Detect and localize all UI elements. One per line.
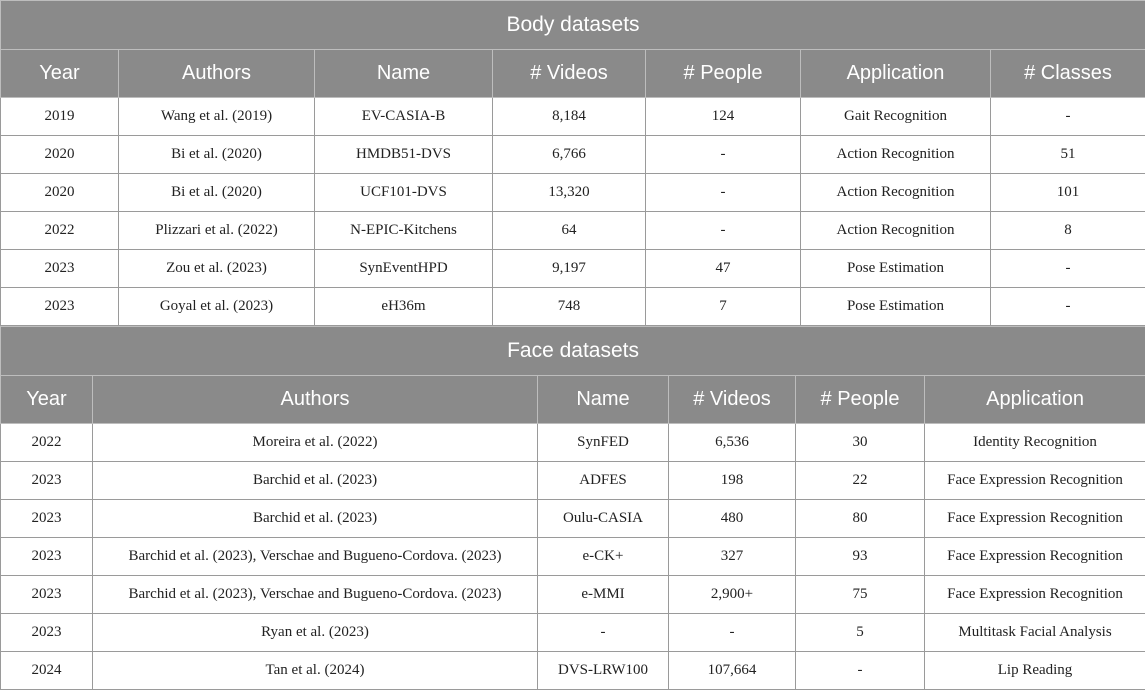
table-cell: 7 [646,288,801,326]
table-row [1,98,1145,136]
table-cell: Wang et al. (2019) [119,98,315,136]
table-cell: - [669,614,796,652]
table-cell: Moreira et al. (2022) [93,424,538,462]
table-cell: 327 [669,538,796,576]
table-cell: 2023 [1,500,93,538]
table-cell: 2023 [1,614,93,652]
table-cell: Tan et al. (2024) [93,652,538,690]
table-cell: 13,320 [493,174,646,212]
table-cell: 9,197 [493,250,646,288]
table-cell: Face Expression Recognition [925,538,1145,576]
column-header: # Videos [493,50,646,98]
table-cell: 2020 [1,136,119,174]
table-cell: SynEventHPD [315,250,493,288]
table-cell: 93 [796,538,925,576]
table-cell: 8 [991,212,1145,250]
column-header: Name [315,50,493,98]
table-cell: - [991,288,1145,326]
column-header: # Classes [991,50,1145,98]
table-cell: 480 [669,500,796,538]
table-cell: e-MMI [538,576,669,614]
face-datasets-table [0,326,1145,690]
table-cell: Zou et al. (2023) [119,250,315,288]
column-header: Year [1,50,119,98]
table-cell: Goyal et al. (2023) [119,288,315,326]
table-cell: Multitask Facial Analysis [925,614,1145,652]
table-cell: Face Expression Recognition [925,500,1145,538]
table-cell: - [646,136,801,174]
column-header: Name [538,376,669,424]
table-row [1,652,1145,690]
table-cell: 2023 [1,576,93,614]
table-row [1,614,1145,652]
table-cell: Bi et al. (2020) [119,136,315,174]
table-cell: Face Expression Recognition [925,462,1145,500]
column-header: # Videos [669,376,796,424]
column-header: # People [796,376,925,424]
table-row [1,174,1145,212]
column-header: Year [1,376,93,424]
table-cell: - [796,652,925,690]
table-cell: Ryan et al. (2023) [93,614,538,652]
table-row [1,250,1145,288]
table-cell: Barchid et al. (2023), Verschae and Bugueno-Cordova. (2023) [93,538,538,576]
table-cell: N-EPIC-Kitchens [315,212,493,250]
table-cell: 124 [646,98,801,136]
table-cell: eH36m [315,288,493,326]
table-row [1,424,1145,462]
column-header: Authors [93,376,538,424]
table-cell: 2,900+ [669,576,796,614]
table-row [1,462,1145,500]
table-row [1,136,1145,174]
table-cell: ADFES [538,462,669,500]
table-cell: 30 [796,424,925,462]
table-cell: DVS-LRW100 [538,652,669,690]
table-cell: Action Recognition [801,174,991,212]
table-cell: 2019 [1,98,119,136]
table-cell: - [646,174,801,212]
table-cell: - [538,614,669,652]
table-cell: Identity Recognition [925,424,1145,462]
column-header: Application [925,376,1145,424]
table-cell: e-CK+ [538,538,669,576]
table-cell: Action Recognition [801,212,991,250]
table-cell: 2023 [1,288,119,326]
table-cell: 64 [493,212,646,250]
table-cell: 2022 [1,424,93,462]
table-cell: 2020 [1,174,119,212]
table-cell: 2024 [1,652,93,690]
table-cell: 198 [669,462,796,500]
table-cell: 5 [796,614,925,652]
column-header: Authors [119,50,315,98]
body-datasets-title: Body datasets [1,1,1145,50]
column-header: # People [646,50,801,98]
table-cell: EV-CASIA-B [315,98,493,136]
table-row [1,212,1145,250]
table-cell: 2022 [1,212,119,250]
table-cell: 2023 [1,538,93,576]
face-datasets-header-row [1,376,1145,424]
table-cell: - [991,98,1145,136]
table-row [1,576,1145,614]
table-row [1,538,1145,576]
table-cell: 22 [796,462,925,500]
table-row [1,500,1145,538]
table-row [1,288,1145,326]
table-cell: 2023 [1,462,93,500]
table-cell: 80 [796,500,925,538]
table-cell: 2023 [1,250,119,288]
body-datasets-header-row [1,50,1145,98]
table-cell: 51 [991,136,1145,174]
table-cell: Pose Estimation [801,250,991,288]
table-cell: Lip Reading [925,652,1145,690]
table-cell: Bi et al. (2020) [119,174,315,212]
table-cell: Action Recognition [801,136,991,174]
table-cell: 107,664 [669,652,796,690]
table-cell: - [646,212,801,250]
table-cell: 8,184 [493,98,646,136]
table-cell: Pose Estimation [801,288,991,326]
table-cell: HMDB51-DVS [315,136,493,174]
body-datasets-table [0,0,1145,326]
table-cell: UCF101-DVS [315,174,493,212]
table-cell: Face Expression Recognition [925,576,1145,614]
table-cell: Oulu-CASIA [538,500,669,538]
table-cell: 75 [796,576,925,614]
table-cell: SynFED [538,424,669,462]
table-cell: Barchid et al. (2023), Verschae and Bugueno-Cordova. (2023) [93,576,538,614]
table-cell: 6,536 [669,424,796,462]
table-cell: 47 [646,250,801,288]
table-cell: Gait Recognition [801,98,991,136]
table-cell: Barchid et al. (2023) [93,500,538,538]
table-cell: Plizzari et al. (2022) [119,212,315,250]
table-cell: - [991,250,1145,288]
table-cell: 101 [991,174,1145,212]
face-datasets-title-row [1,327,1145,376]
table-cell: Barchid et al. (2023) [93,462,538,500]
face-datasets-title: Face datasets [1,327,1145,376]
body-datasets-title-row [1,1,1145,50]
table-cell: 6,766 [493,136,646,174]
table-cell: 748 [493,288,646,326]
column-header: Application [801,50,991,98]
